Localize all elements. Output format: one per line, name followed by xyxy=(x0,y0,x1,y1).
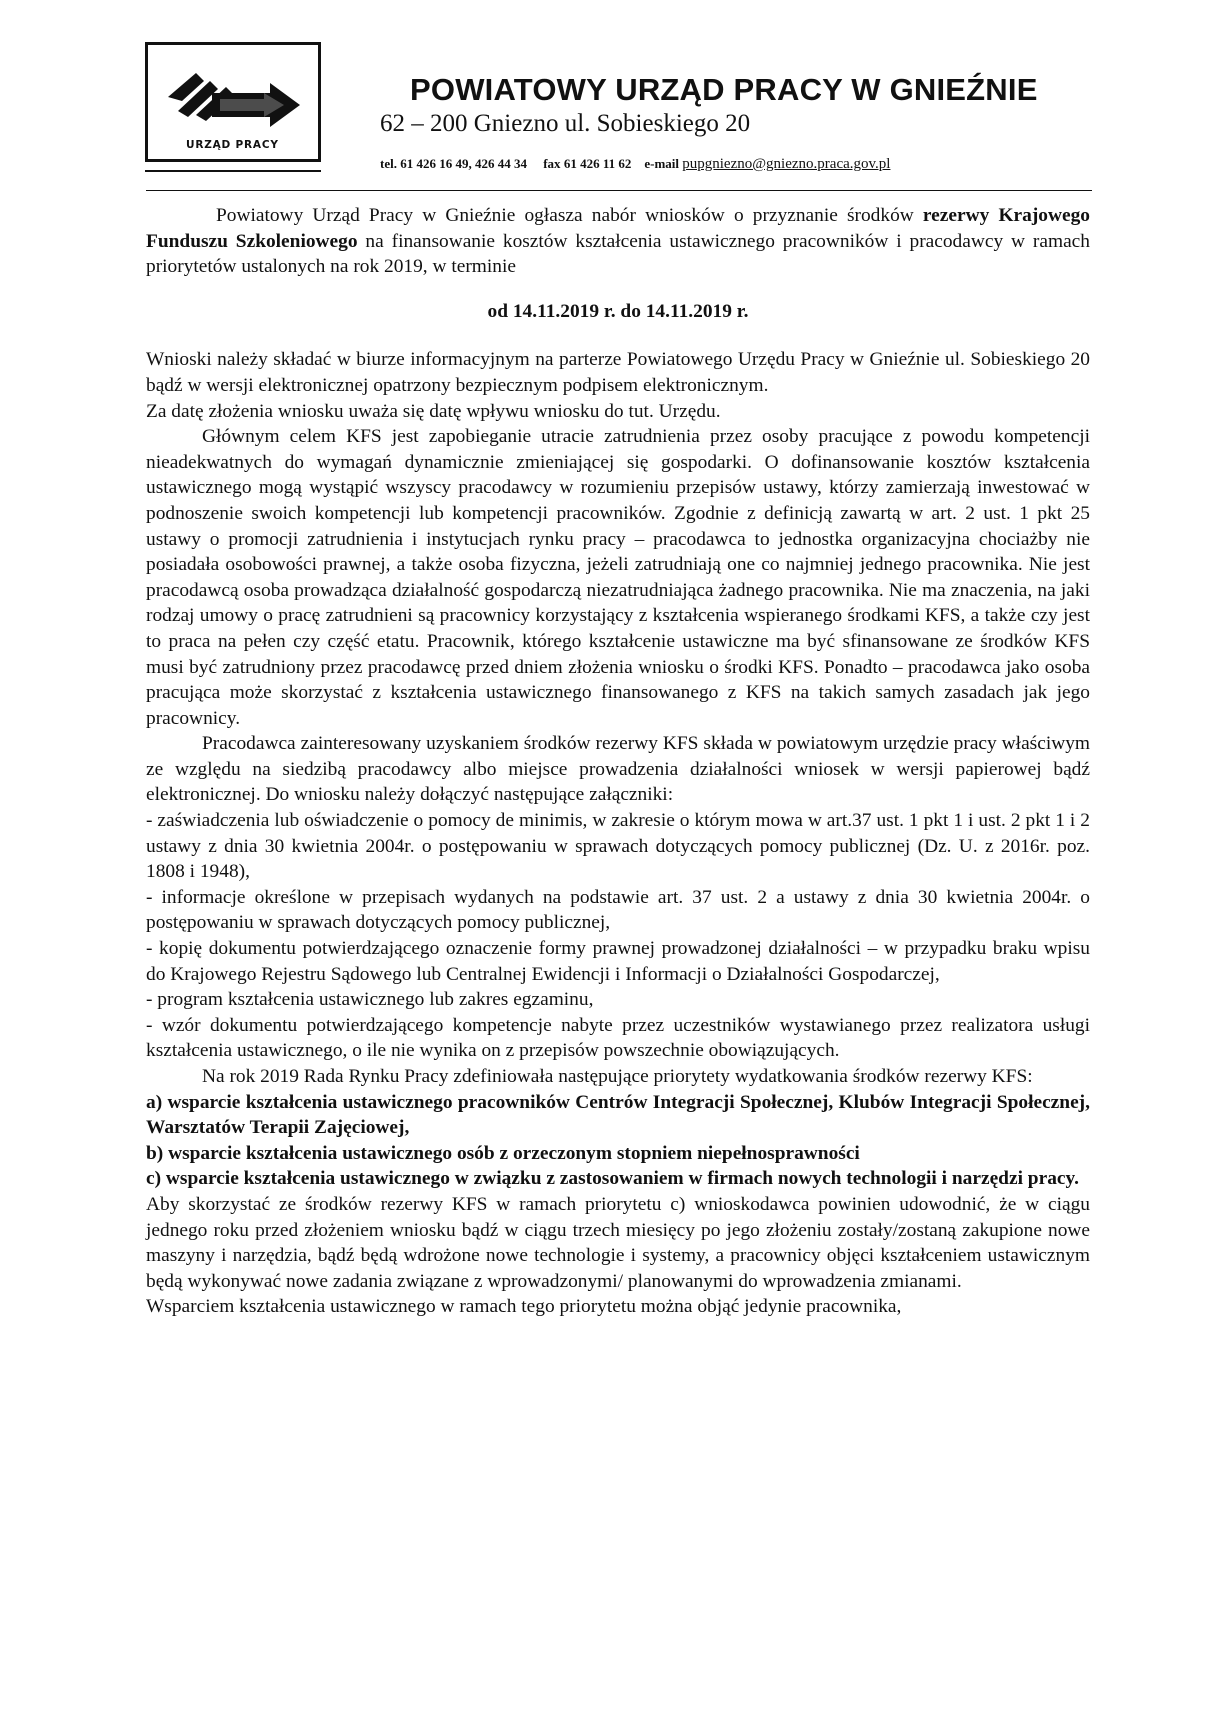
attachment-item: - informacje określone w przepisach wydanych na podstawie art. 37 ust. 2 a ustawy z dnia 30 kwietnia 2004r. o postępowaniu w sprawach dotyczących pomocy publicznej, xyxy=(146,886,1090,934)
org-address: 62 – 200 Gniezno ul. Sobieskiego 20 xyxy=(380,110,751,137)
priority-b: b) wsparcie kształcenia ustawicznego osób z orzeczonym stopniem niepełnosprawności xyxy=(146,1142,860,1164)
dates-line: od 14.11.2019 r. do 14.11.2019 r. xyxy=(487,300,749,322)
tel-label: tel. xyxy=(380,156,397,171)
email-label: e-mail xyxy=(644,156,680,171)
priority-a: a) wsparcie kształcenia ustawicznego pracowników Centrów Integracji Społecznej, Klubów Integracji Społecznej, Warsztatów Terapii Zajęciowej, xyxy=(146,1091,1090,1139)
attachment-item: - wzór dokumentu potwierdzającego kompetencje nabyte przez uczestników wystawianego przez realizatora usługi kształcenia ustawicznego, o ile nie wynika on z przepisów powszechnie obowiązujących. xyxy=(146,1014,1090,1062)
document-body xyxy=(146,203,1090,1320)
date-rule-paragraph: Za datę złożenia wniosku uważa się datę wpływu wniosku do tut. Urzędu. xyxy=(146,400,721,422)
email-link[interactable]: pupgniezno@gniezno.praca.gov.pl xyxy=(682,156,891,172)
fax-label: fax xyxy=(543,156,561,171)
logo xyxy=(145,42,321,162)
intro-paragraph: Powiatowy Urząd Pracy w Gnieźnie ogłasza nabór wniosków o przyznanie środków rezerwy Krajowego Funduszu Szkoleniowego na finansowanie kosztów kształcenia ustawicznego pracowników i pracodawcy w ramach priorytetów ustalonych na rok 2019, w terminie xyxy=(146,205,1090,278)
logo-text: URZĄD PRACY xyxy=(186,139,279,151)
attachment-item: - kopię dokumentu potwierdzającego oznaczenie formy prawnej prowadzonej działalności – w przypadku braku wpisu do Krajowego Rejestru Sądowego lub Centralnej Ewidencji i Informacji o Działalności Gospodarczej, xyxy=(146,938,1090,985)
attachment-item: - program kształcenia ustawicznego lub zakres egzaminu, xyxy=(146,989,594,1011)
fax-value: 61 426 11 62 xyxy=(563,156,632,171)
urzad-pracy-logo-icon xyxy=(160,53,310,137)
attachment-item: - zaświadczenia lub oświadczenie o pomocy de minimis, w zakresie o którym mowa w art.37 ust. 1 pkt 1 i ust. 2 pkt 1 i 2 ustawy z dnia 30 kwietnia 2004r. o postępowaniu w sprawach dotyczących pomocy publicznej (Dz. U. z 2016r. poz. 1808 i 1948), xyxy=(146,810,1090,883)
header-divider xyxy=(146,190,1092,191)
intro-bold: rezerwy Krajowego Funduszu Szkoleniowego xyxy=(146,205,1090,252)
org-contact xyxy=(380,156,890,173)
org-name: POWIATOWY URZĄD PRACY W GNIEŹNIE xyxy=(410,72,1038,107)
goal-paragraph: Głównym celem KFS jest zapobieganie utracie zatrudnienia przez osoby pracujące z powodu kompetencji nieadekwatnych do wymagań dynamicznie zmieniającej się gospodarki. O dofinansowanie kosztów kształcenia ustawicznego mogą wystąpić wszyscy pracodawcy w rozumieniu przepisów ustawy, którzy zamierzają inwestować w podnoszenie swoich kompetencji lub kompetencji pracowników. Zgodnie z definicją zawartą w art. 2 ust. 1 pkt 25 ustawy o promocji zatrudnienia i instytucjach rynku pracy – pracodawca to jednostka organizacyjna chociażby nie posiadała osobowości prawnej, a także osoba fizyczna, jeżeli zatrudniają one co najmniej jednego pracownika. Nie jest pracodawcą osoba prowadząca działalność gospodarczą niezatrudniająca żadnego pracownika. Nie ma znaczenia, na jaki rodzaj umowy o pracę zatrudnieni są pracownicy korzystający z kształcenia wspieranego środkami KFS, a także czy jest to praca na pełen czy część etatu. Pracownik, którego kształcenie ustawiczne ma być sfinansowane ze środków KFS musi być zatrudniony przez pracodawcę przed dniem złożenia wniosku o środki KFS. Ponadto – pracodawca jako osoba pracująca może skorzystać z kształcenia ustawicznego finansowanego z KFS na takich samych zasadach jak jego pracownicy. xyxy=(146,426,1090,729)
logo-underline xyxy=(145,170,321,172)
submission-paragraph: Wnioski należy składać w biurze informacyjnym na parterze Powiatowego Urzędu Pracy w Gnieźnie ul. Sobieskiego 20 bądź w wersji elektronicznej opatrzony bezpiecznym podpisem elektronicznym. xyxy=(146,349,1090,396)
last-line: Wsparciem kształcenia ustawicznego w ramach tego priorytetu można objąć jedynie pracownika, xyxy=(146,1296,902,1318)
priority-c: c) wsparcie kształcenia ustawicznego w związku z zastosowaniem w firmach nowych technologii i narzędzi pracy. xyxy=(146,1168,1079,1190)
tel-value: 61 426 16 49, 426 44 34 xyxy=(400,156,527,171)
priority-c-rule: Aby skorzystać ze środków rezerwy KFS w ramach priorytetu c) wnioskodawca powinien udowodnić, że w ciągu jednego roku przed złożeniem wniosku bądź w ciągu trzech miesięcy po jego złożeniu zostały/zostaną zakupione nowe maszyny i narzędzia, bądź będą wdrożone nowe technologie i systemy, a pracownicy objęci kształceniem ustawicznym będą wykonywać nowe zadania związane z wprowadzonymi/ planowanymi do wprowadzenia zmianami. xyxy=(146,1193,1090,1292)
priorities-intro: Na rok 2019 Rada Rynku Pracy zdefiniowała następujące priorytety wydatkowania środków rezerwy KFS: xyxy=(202,1066,1033,1087)
employer-paragraph: Pracodawca zainteresowany uzyskaniem środków rezerwy KFS składa w powiatowym urzędzie pracy właściwym ze względu na siedzibą pracodawcy albo miejsce prowadzenia działalności wniosek w wersji papierowej bądź elektronicznej. Do wniosku należy dołączyć następujące załączniki: xyxy=(146,733,1090,806)
